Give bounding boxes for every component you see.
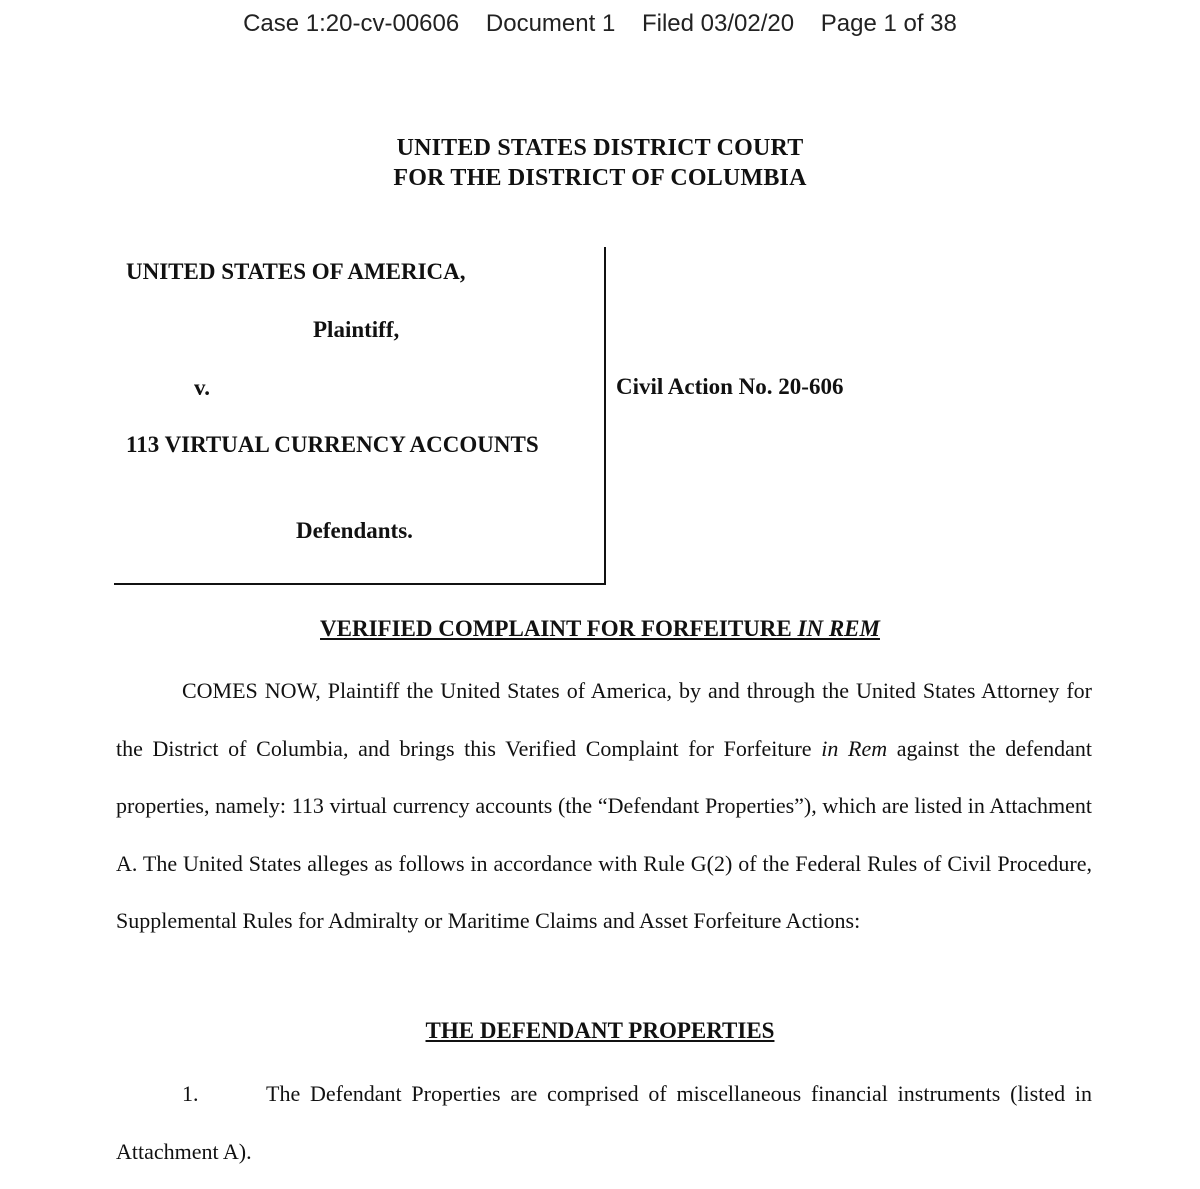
plaintiff-role: Plaintiff, <box>313 317 400 342</box>
page-header <box>0 10 1200 38</box>
paragraph-text: The Defendant Properties are comprised of miscellaneous financial instruments (listed in Attachment A). <box>116 1081 1092 1164</box>
intro-paragraph <box>116 662 1092 950</box>
versus-label: v. <box>194 375 210 400</box>
intro-text-1: COMES NOW, Plaintiff the United States of America, by and through the United States Attorney for the District of Columbia, and brings this Verified Complaint for Forfeiture <box>116 678 1092 761</box>
civil-action-number: Civil Action No. 20-606 <box>616 374 844 399</box>
plaintiff-name: UNITED STATES OF AMERICA, <box>126 259 466 284</box>
intro-text-2: against the defendant properties, namely: 113 virtual currency accounts (the “Defendant Properties”), which are listed in Attachment A. The United States alleges as follows in accordance with Rule G(2) of the Federal Rules of Civil Procedure, Supplemental Rules for Admiralty or Maritime Claims and Asset Forfeiture Actions: <box>116 735 1093 933</box>
intro-text-italic: in Rem <box>821 735 888 761</box>
defendant-name: 113 VIRTUAL CURRENCY ACCOUNTS <box>126 432 539 457</box>
case-number: Case 1:20-cv-00606 <box>243 10 460 37</box>
complaint-title-main: VERIFIED COMPLAINT FOR FORFEITURE <box>320 616 798 641</box>
court-line-2: FOR THE DISTRICT OF COLUMBIA <box>393 165 807 191</box>
case-caption-box <box>114 247 606 585</box>
section-heading: THE DEFENDANT PROPERTIES <box>425 1018 775 1043</box>
page-number: Page 1 of 38 <box>820 10 957 37</box>
numbered-paragraph <box>116 1065 1092 1180</box>
complaint-title <box>0 616 1200 642</box>
court-line-1: UNITED STATES DISTRICT COURT <box>396 135 804 161</box>
document-number: Document 1 <box>485 10 616 37</box>
court-name <box>0 133 1200 193</box>
defendant-role: Defendants. <box>296 518 413 543</box>
paragraph-number: 1. <box>182 1081 199 1106</box>
complaint-title-italic: IN REM <box>797 616 880 641</box>
filed-date: Filed 03/02/20 <box>641 10 795 37</box>
